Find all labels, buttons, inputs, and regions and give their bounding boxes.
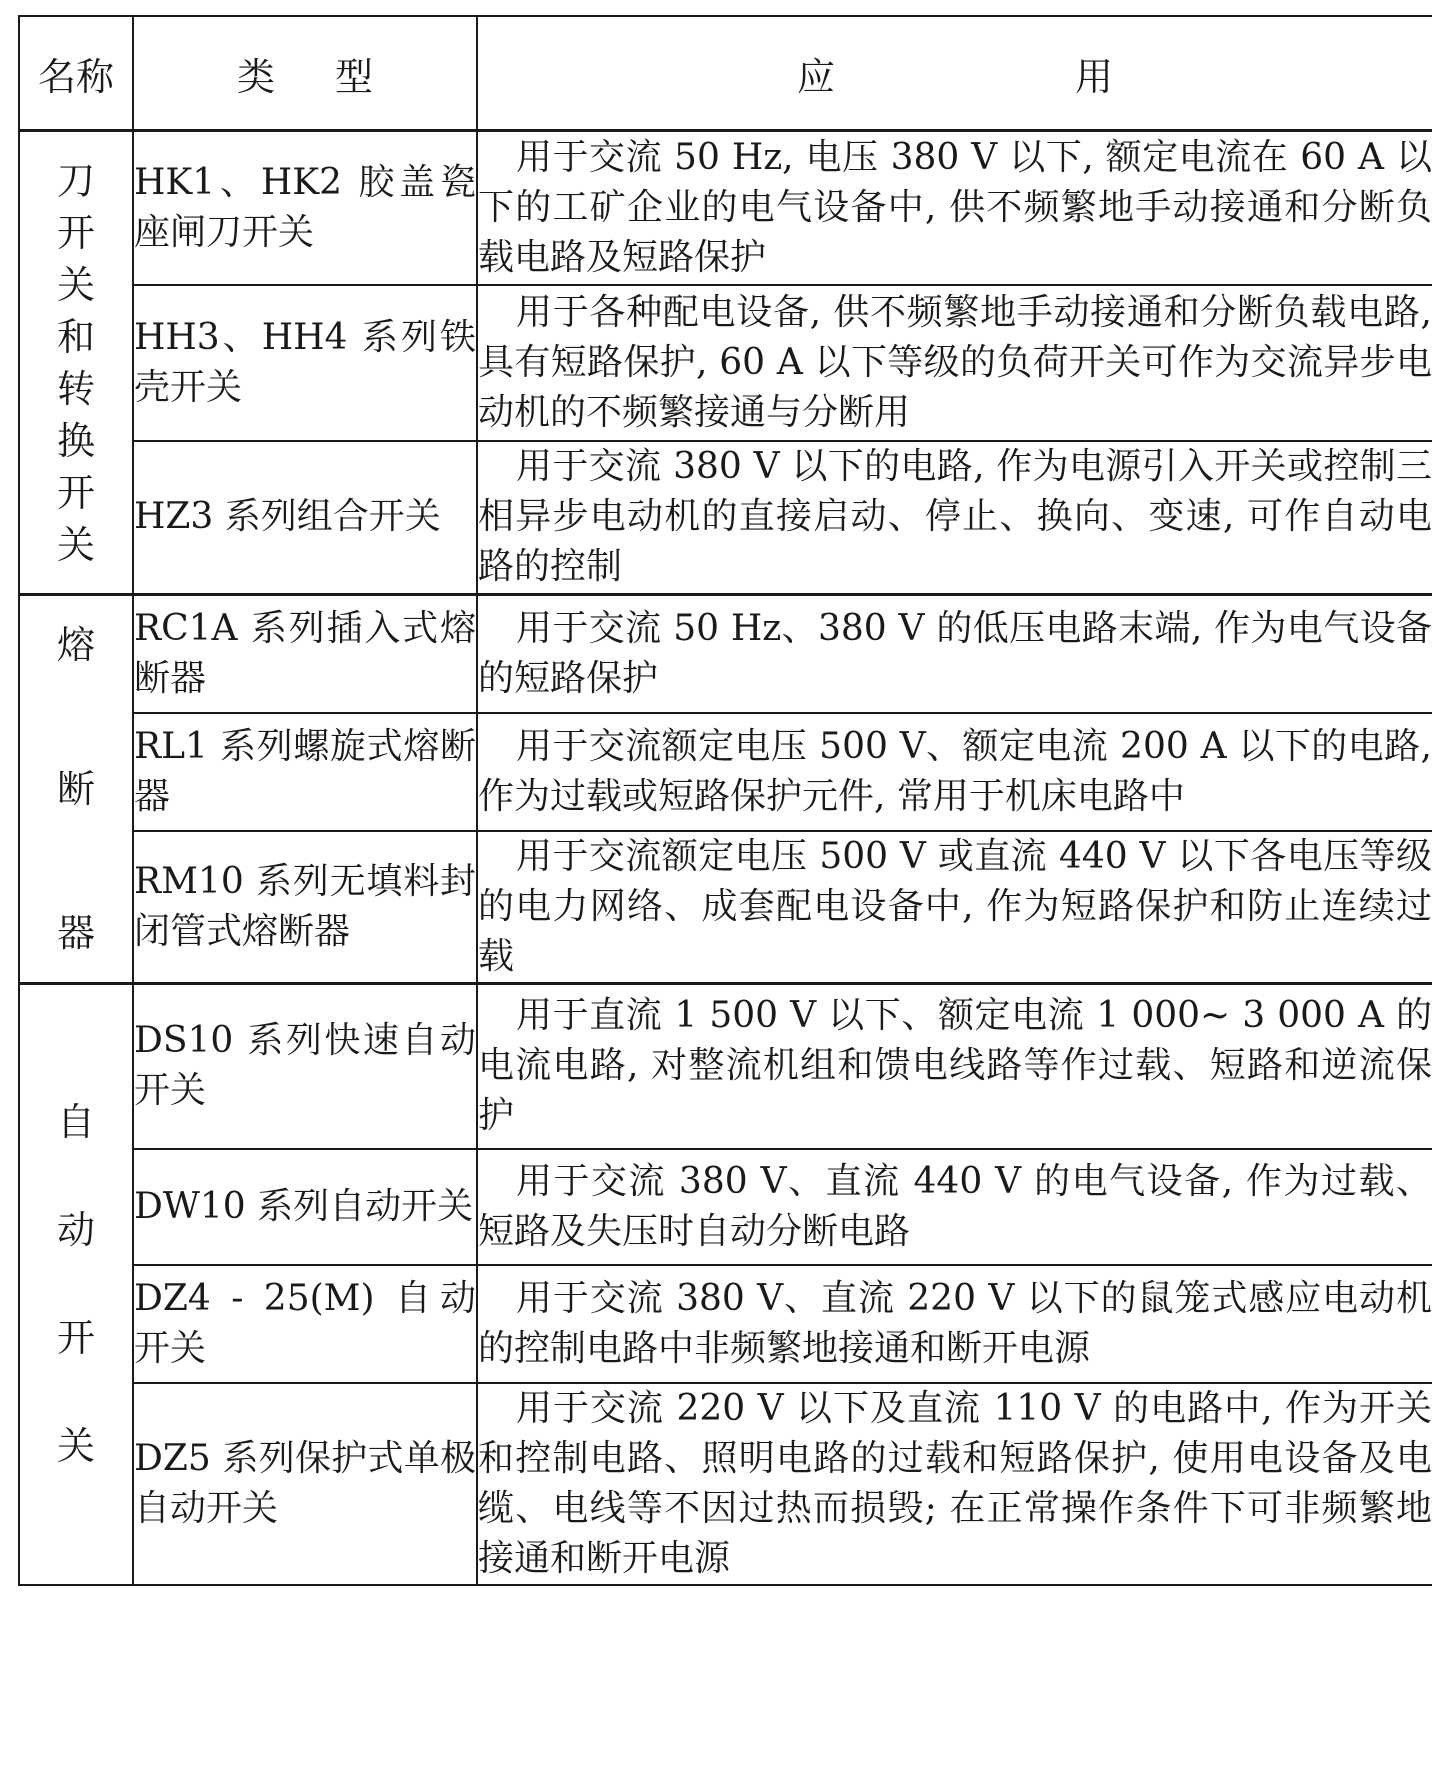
group-name-char: 开 bbox=[56, 1316, 95, 1361]
application-cell: 用于交流额定电压 500 V、额定电流 200 A 以下的电路, 作为过载或短路保护元件, 常用于机床电路中 bbox=[477, 713, 1432, 831]
application-cell: 用于交流 50 Hz、380 V 的低压电路末端, 作为电气设备的短路保护 bbox=[477, 595, 1432, 713]
type-cell: DZ5 系列保护式单极自动开关 bbox=[133, 1383, 477, 1585]
group-name-cell bbox=[19, 983, 133, 1585]
header-type bbox=[133, 16, 477, 131]
application-cell: 用于各种配电设备, 供不频繁地手动接通和分断负载电路, 具有短路保护, 60 A 以下等级的负荷开关可作为交流异步电动机的不频繁接通与分断用 bbox=[477, 285, 1432, 441]
group-name-knife-switch bbox=[20, 155, 132, 571]
table-row bbox=[19, 285, 1432, 441]
table-row bbox=[19, 713, 1432, 831]
application-cell: 用于交流 380 V 以下的电路, 作为电源引入开关或控制三相异步电动机的直接启动、停止、换向、变速, 可作自动电路的控制 bbox=[477, 441, 1432, 595]
switch-fuse-table bbox=[18, 15, 1432, 1586]
type-cell: DS10 系列快速自动开关 bbox=[133, 983, 477, 1149]
group-name-char: 开 bbox=[56, 470, 95, 515]
group-name-char: 动 bbox=[56, 1208, 95, 1253]
group-name-char: 关 bbox=[56, 522, 95, 567]
table-row bbox=[19, 831, 1432, 984]
type-cell: RM10 系列无填料封闭管式熔断器 bbox=[133, 831, 477, 984]
header-application bbox=[477, 16, 1432, 131]
table-row bbox=[19, 595, 1432, 713]
type-cell: HH3、HH4 系列铁壳开关 bbox=[133, 285, 477, 441]
group-name-fuse bbox=[20, 619, 132, 959]
type-cell: DW10 系列自动开关 bbox=[133, 1149, 477, 1265]
header-type-label: 类型 bbox=[236, 54, 433, 99]
table-row bbox=[19, 983, 1432, 1149]
group-name-cell bbox=[19, 595, 133, 984]
group-name-char: 开 bbox=[56, 210, 95, 255]
type-cell: RC1A 系列插入式熔断器 bbox=[133, 595, 477, 713]
group-name-auto-switch bbox=[20, 1096, 132, 1472]
group-name-char: 自 bbox=[56, 1100, 95, 1145]
header-name: 名称 bbox=[19, 16, 133, 131]
group-name-char: 和 bbox=[56, 314, 95, 359]
header-application-label: 应用 bbox=[796, 54, 1353, 99]
table-row bbox=[19, 441, 1432, 595]
group-name-char: 转 bbox=[56, 366, 95, 411]
header-row bbox=[19, 16, 1432, 131]
table-row bbox=[19, 1383, 1432, 1585]
application-cell: 用于交流 50 Hz, 电压 380 V 以下, 额定电流在 60 A 以下的工矿企业的电气设备中, 供不频繁地手动接通和分断负载电路及短路保护 bbox=[477, 131, 1432, 285]
type-cell: HK1、HK2 胶盖瓷座闸刀开关 bbox=[133, 131, 477, 285]
group-name-char: 关 bbox=[56, 1424, 95, 1469]
application-cell: 用于交流额定电压 500 V 或直流 440 V 以下各电压等级的电力网络、成套配电设备中, 作为短路保护和防止连续过载 bbox=[477, 831, 1432, 984]
application-cell: 用于直流 1 500 V 以下、额定电流 1 000~ 3 000 A 的电流电路, 对整流机组和馈电线路等作过载、短路和逆流保护 bbox=[477, 983, 1432, 1149]
group-name-char: 器 bbox=[56, 910, 95, 955]
application-cell: 用于交流 380 V、直流 220 V 以下的鼠笼式感应电动机的控制电路中非频繁地接通和断开电源 bbox=[477, 1265, 1432, 1383]
group-name-char: 断 bbox=[56, 766, 95, 811]
table-row bbox=[19, 1265, 1432, 1383]
application-cell: 用于交流 220 V 以下及直流 110 V 的电路中, 作为开关和控制电路、照明电路的过载和短路保护, 使用电设备及电缆、电线等不因过热而损毁; 在正常操作条件下可非频繁地接通和断开电源 bbox=[477, 1383, 1432, 1585]
group-name-cell bbox=[19, 131, 133, 595]
type-cell: DZ4 - 25(M) 自动开关 bbox=[133, 1265, 477, 1383]
table-row bbox=[19, 1149, 1432, 1265]
type-cell: HZ3 系列组合开关 bbox=[133, 441, 477, 595]
application-cell: 用于交流 380 V、直流 440 V 的电气设备, 作为过载、短路及失压时自动分断电路 bbox=[477, 1149, 1432, 1265]
type-cell: RL1 系列螺旋式熔断器 bbox=[133, 713, 477, 831]
group-name-char: 换 bbox=[56, 418, 95, 463]
group-name-char: 关 bbox=[56, 262, 95, 307]
table-row bbox=[19, 131, 1432, 285]
group-name-char: 刀 bbox=[56, 158, 95, 203]
group-name-char: 熔 bbox=[56, 622, 95, 667]
